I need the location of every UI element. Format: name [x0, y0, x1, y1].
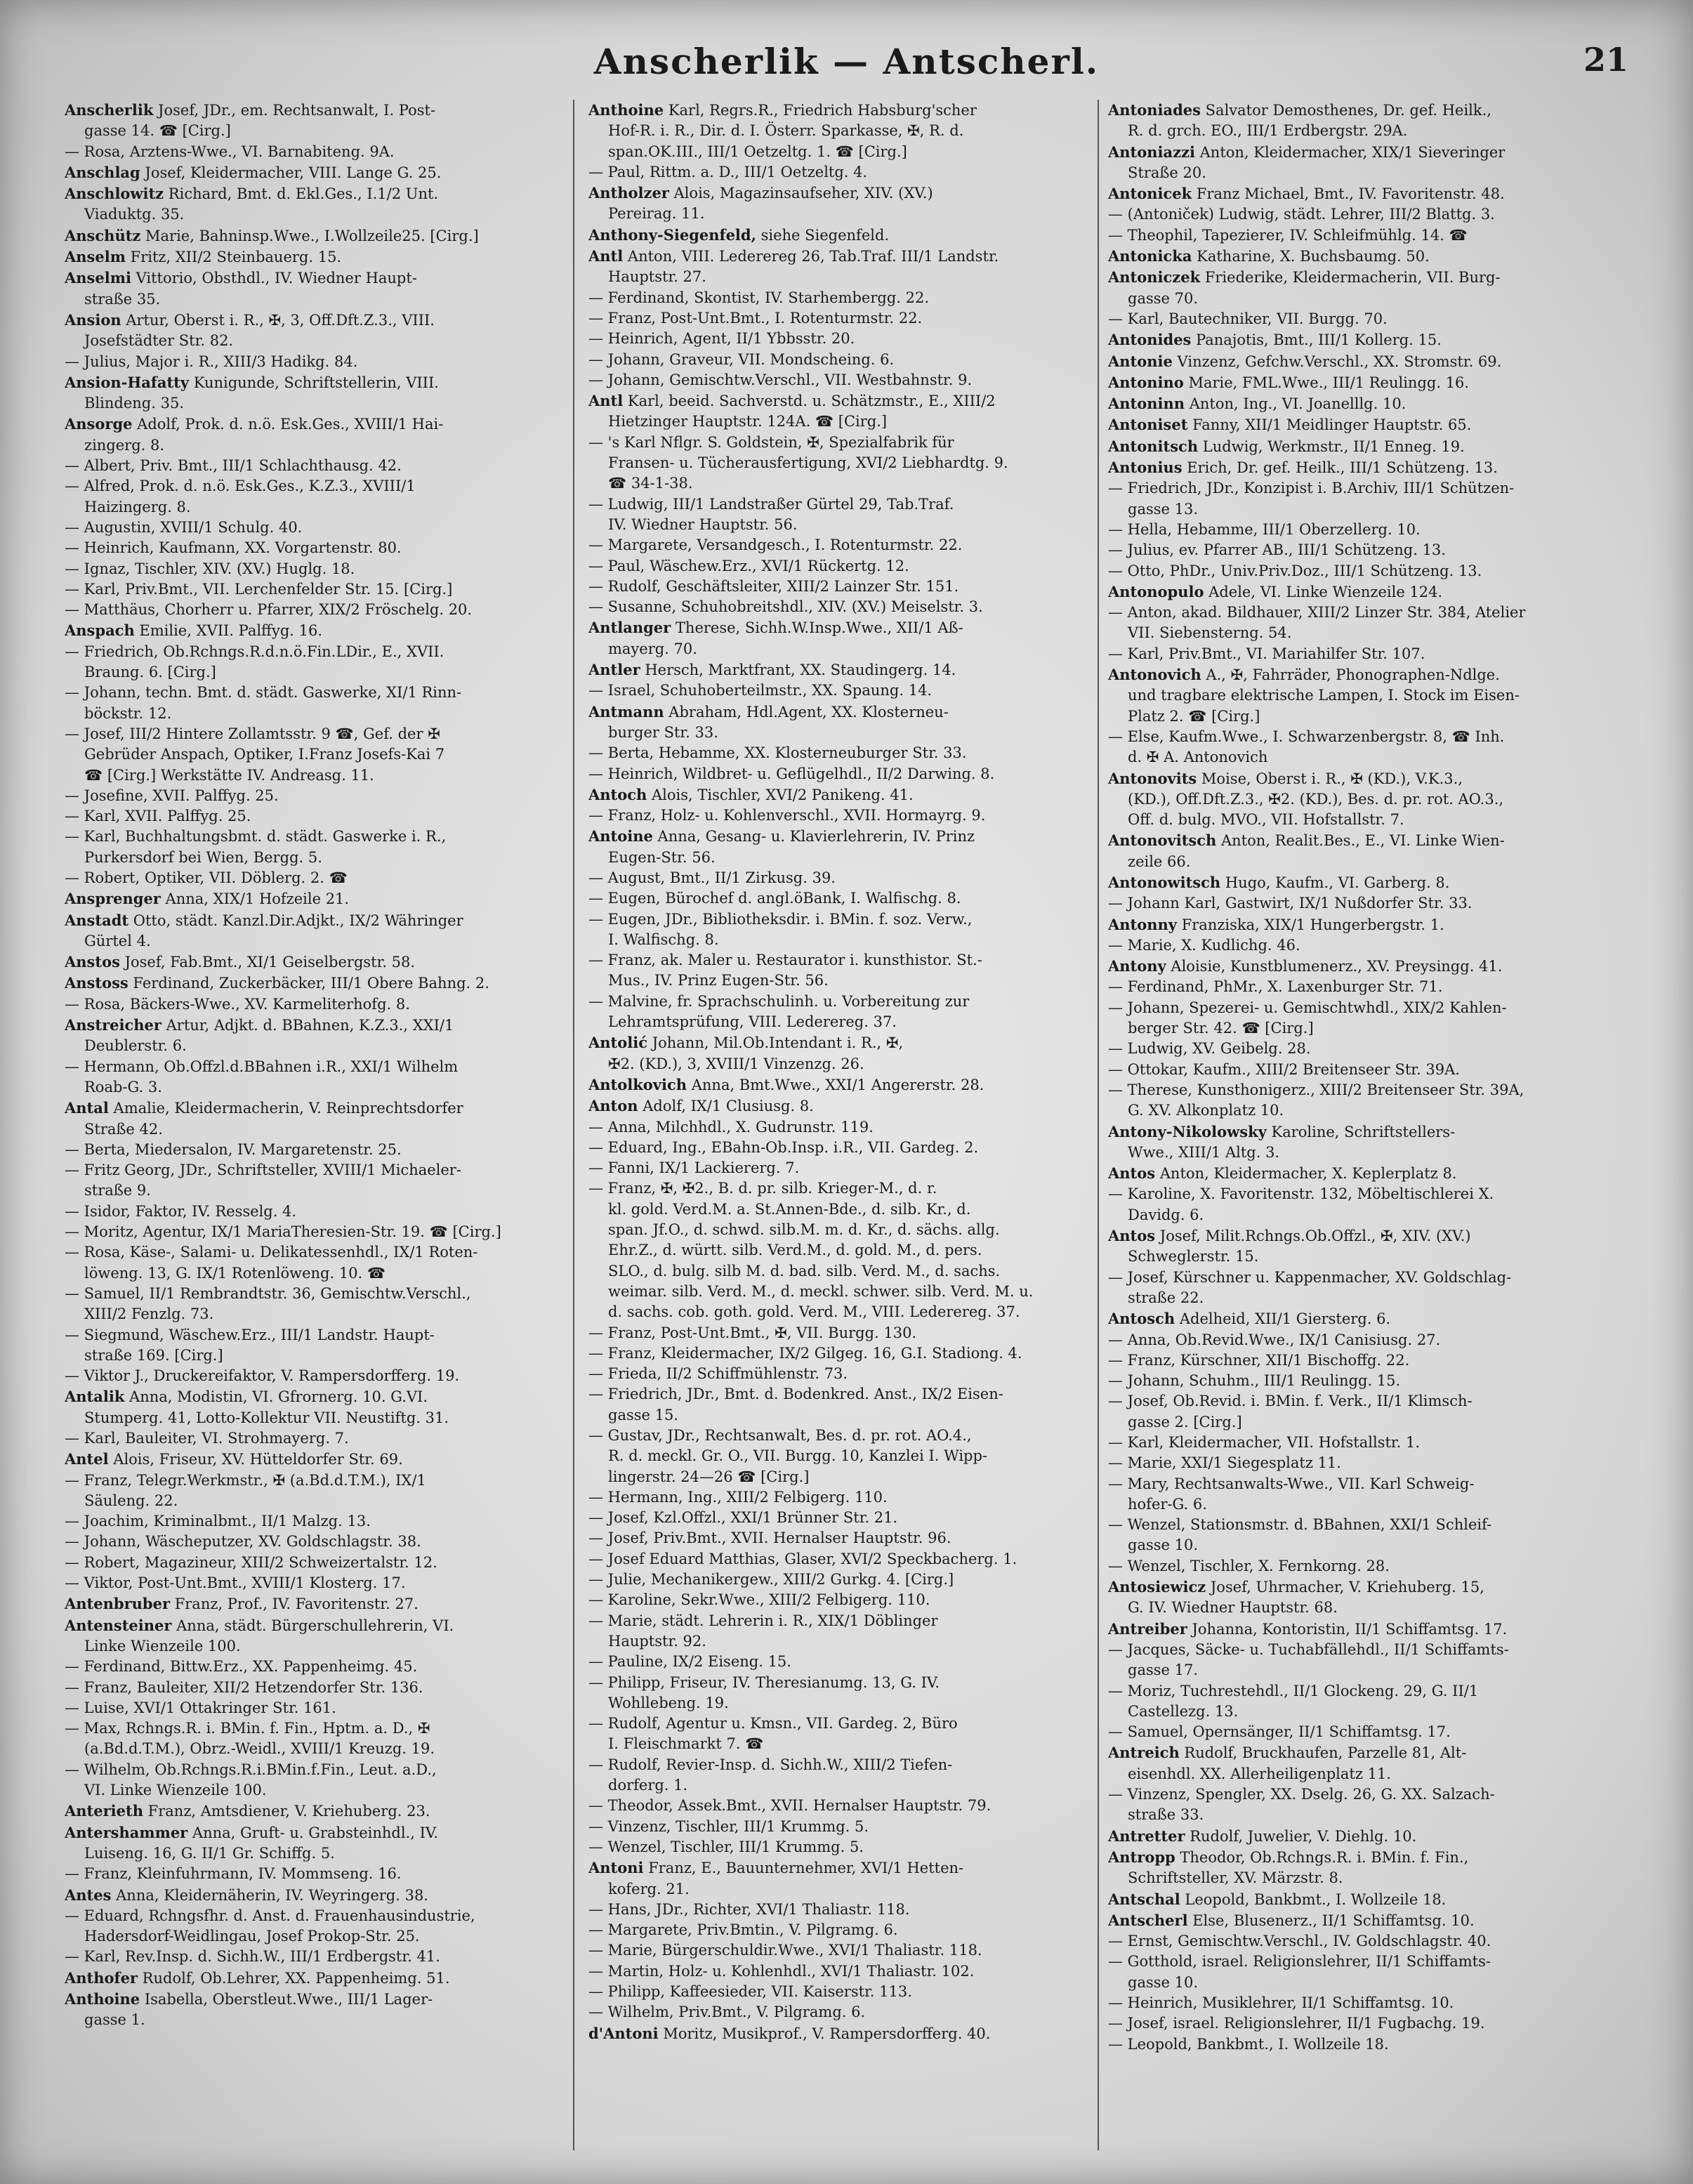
- directory-line: — Josef Eduard Matthias, Glaser, XVI/2 Speckbacherg. 1.: [588, 1550, 1017, 1567]
- directory-line: — 's Karl Nflgr. S. Goldstein, ✠, Spezialfabrik für: [588, 433, 954, 451]
- directory-line: — Wilhelm, Priv.Bmt., V. Pilgramg. 6.: [588, 2004, 866, 2021]
- directory-line: Anstreicher Artur, Adjkt. d. BBahnen, K.Z.3., XXI/1: [65, 1016, 454, 1034]
- directory-line: — Wilhelm, Ob.Rchngs.R.i.BMin.f.Fin., Leut. a.D.,: [65, 1761, 437, 1778]
- directory-line: Schweglerstr. 15.: [1128, 1248, 1259, 1265]
- directory-line: — Marie, städt. Lehrerin i. R., XIX/1 Döblinger: [588, 1612, 938, 1629]
- directory-line: Anstoss Ferdinand, Zuckerbäcker, III/1 Obere Bahng. 2.: [65, 974, 489, 992]
- directory-line: — Franz, Holz- u. Kohlenverschl., XVII. Hormayrg. 9.: [588, 807, 986, 824]
- directory-line: — Luise, XVI/1 Ottakringer Str. 161.: [65, 1699, 336, 1716]
- directory-line: — Rosa, Arztens-Wwe., VI. Barnabiteng. 9A.: [65, 143, 395, 160]
- directory-line: — Philipp, Kaffeesieder, VII. Kaiserstr. 113.: [588, 1983, 912, 2001]
- directory-line: — Wenzel, Tischler, III/1 Krummg. 5.: [588, 1838, 864, 1855]
- directory-line: — Franz, ak. Maler u. Restaurator i. kunsthistor. St.-: [588, 952, 982, 969]
- directory-line: — Friedrich, Ob.Rchngs.R.d.n.ö.Fin.LDir., E., XVII.: [65, 643, 444, 660]
- directory-line: Anselmi Vittorio, Obsthdl., IV. Wiedner Haupt-: [65, 269, 417, 287]
- directory-line: — Eduard, Ing., EBahn-Ob.Insp. i.R., VII. Gardeg. 2.: [588, 1138, 979, 1156]
- directory-line: — Karl, Buchhaltungsbmt. d. städt. Gaswerke i. R.,: [65, 828, 447, 846]
- directory-line: — Johann, techn. Bmt. d. städt. Gaswerke, XI/1 Rinn-: [65, 684, 462, 702]
- directory-line: — Viktor J., Druckereifaktor, V. Rampersdorfferg. 19.: [65, 1367, 460, 1385]
- directory-line: kl. gold. Verd.M. a. St.Annen-Bde., d. silb. Kr., d.: [608, 1200, 971, 1218]
- directory-line: span.OK.III., III/1 Oetzeltg. 1. ☎ [Cirg.]: [608, 143, 907, 160]
- directory-line: — Anna, Ob.Revid.Wwe., IX/1 Canisiusg. 27.: [1108, 1331, 1441, 1348]
- directory-line: — Frieda, II/2 Schiffmühlenstr. 73.: [588, 1365, 848, 1383]
- directory-line: SLO., d. bulg. silb M. d. bad. silb. Verd. M., d. sachs.: [608, 1262, 1001, 1280]
- directory-line: ☎ [Cirg.] Werkstätte IV. Andreasg. 11.: [84, 766, 374, 784]
- directory-line: straße 33.: [1128, 1806, 1204, 1824]
- directory-line: — Malvine, fr. Sprachschulinh. u. Vorbereitung zur: [588, 992, 970, 1010]
- directory-line: — Franz, Kürschner, XII/1 Bischoffg. 22.: [1108, 1351, 1410, 1369]
- directory-line: Antoniades Salvator Demosthenes, Dr. gef. Heilk.,: [1108, 101, 1491, 119]
- directory-line: R. d. meckl. Gr. O., VII. Burgg. 10, Kanzlei I. Wipp-: [608, 1447, 988, 1465]
- column-divider: [573, 100, 574, 2150]
- directory-line: straße 35.: [84, 290, 161, 308]
- directory-line: Antoni Franz, E., Bauunternehmer, XVI/1 Hetten-: [588, 1859, 964, 1877]
- directory-line: (a.Bd.d.T.M.), Obrz.-Weidl., XVIII/1 Kreuzg. 19.: [84, 1740, 435, 1758]
- directory-line: VII. Siebensterng. 54.: [1128, 624, 1292, 642]
- directory-line: koferg. 21.: [608, 1880, 690, 1897]
- page-header: [0, 41, 1693, 97]
- directory-line: Antoninn Anton, Ing., VI. Joanelllg. 10.: [1108, 395, 1407, 413]
- directory-line: — Josef, Kürschner u. Kappenmacher, XV. Goldschlag-: [1108, 1268, 1512, 1286]
- directory-line: — August, Bmt., II/1 Zirkusg. 39.: [588, 869, 836, 886]
- directory-line: Antl Karl, beeid. Sachverstd. u. Schätzmstr., E., XIII/2: [588, 392, 996, 410]
- directory-line: Antonicka Katharine, X. Buchsbaumg. 50.: [1108, 247, 1430, 265]
- directory-line: Antes Anna, Kleidernäherin, IV. Weyringerg. 38.: [65, 1886, 428, 1904]
- directory-line: — Eugen, Bürochef d. angl.öBank, I. Walfischg. 8.: [588, 890, 961, 907]
- directory-line: Antonius Erich, Dr. gef. Heilk., III/1 Schützeng. 13.: [1108, 459, 1498, 477]
- column-middle: [588, 100, 1091, 2150]
- directory-line: mayerg. 70.: [608, 640, 697, 657]
- directory-line: Antalik Anna, Modistin, VI. Gfrornerg. 10. G.VI.: [65, 1388, 428, 1406]
- directory-line: Antropp Theodor, Ob.Rchngs.R. i. BMin. f. Fin.,: [1108, 1848, 1469, 1866]
- directory-line: Mus., IV. Prinz Eugen-Str. 56.: [608, 972, 829, 989]
- directory-line: gasse 1.: [84, 2011, 145, 2029]
- directory-line: gasse 13.: [1128, 500, 1199, 518]
- directory-line: Säuleng. 22.: [84, 1492, 178, 1509]
- directory-line: — Julie, Mechanikergew., XIII/2 Gurkg. 4. [Cirg.]: [588, 1571, 954, 1588]
- directory-line: — Siegmund, Wäschew.Erz., III/1 Landstr. Haupt-: [65, 1326, 435, 1343]
- directory-line: Castellezg. 13.: [1128, 1702, 1239, 1720]
- directory-line: — Rudolf, Geschäftsleiter, XIII/2 Lainzer Str. 151.: [588, 577, 959, 595]
- directory-line: — Karl, Priv.Bmt., VII. Lerchenfelder Str. 15. [Cirg.]: [65, 580, 453, 598]
- directory-line: — Eduard, Rchngsfhr. d. Anst. d. Frauenhausindustrie,: [65, 1907, 475, 1924]
- directory-line: — Josef, III/2 Hintere Zollamtsstr. 9 ☎, Gef. der ✠: [65, 725, 440, 742]
- directory-line: — Franz, ✠, ✠2., B. d. pr. silb. Krieger-M., d. r.: [588, 1180, 937, 1197]
- directory-line: Antoch Alois, Tischler, XVI/2 Panikeng. 41.: [588, 785, 914, 803]
- directory-line: straße 22.: [1128, 1289, 1204, 1306]
- directory-line: hofer-G. 6.: [1128, 1495, 1207, 1513]
- directory-line: — Marie, Bürgerschuldir.Wwe., XVI/1 Thaliastr. 118.: [588, 1942, 982, 1959]
- directory-line: — Karl, Bauleiter, VI. Strohmayerg. 7.: [65, 1430, 349, 1447]
- directory-line: Anschlowitz Richard, Bmt. d. Ekl.Ges., I.1/2 Unt.: [65, 185, 439, 203]
- directory-line: gasse 10.: [1128, 1537, 1199, 1554]
- directory-line: span. Jf.O., d. schwd. silb.M. m. d. Kr., d. sächs. allg.: [608, 1221, 1000, 1239]
- directory-line: gasse 10.: [1128, 1973, 1199, 1991]
- column-right: [1108, 100, 1612, 2150]
- directory-line: I. Fleischmarkt 7. ☎: [608, 1735, 764, 1753]
- directory-line: — Josef, Priv.Bmt., XVII. Hernalser Hauptstr. 96.: [588, 1530, 951, 1547]
- directory-line: Antonny Franziska, XIX/1 Hungerbergstr. 1.: [1108, 915, 1444, 933]
- directory-line: — Otto, PhDr., Univ.Priv.Doz., III/1 Schützeng. 13.: [1108, 562, 1482, 579]
- directory-line: — Margarete, Versandgesch., I. Rotenturmstr. 22.: [588, 537, 963, 554]
- directory-line: — Pauline, IX/2 Eiseng. 15.: [588, 1653, 791, 1671]
- directory-line: Gürtel 4.: [84, 932, 151, 949]
- directory-line: Anthofer Rudolf, Ob.Lehrer, XX. Pappenheimg. 51.: [65, 1968, 450, 1987]
- directory-line: zeile 66.: [1128, 853, 1191, 870]
- directory-line: — Wenzel, Stationsmstr. d. BBahnen, XXI/1 Schleif-: [1108, 1516, 1492, 1534]
- directory-line: Antensteiner Anna, städt. Bürgerschullehrerin, VI.: [65, 1616, 454, 1634]
- directory-line: Antony Aloisie, Kunstblumenerz., XV. Preysingg. 41.: [1108, 957, 1503, 975]
- directory-line: lingerstr. 24—26 ☎ [Cirg.]: [608, 1468, 810, 1485]
- directory-line: VI. Linke Wienzeile 100.: [84, 1782, 267, 1799]
- directory-line: — Ferdinand, Bittw.Erz., XX. Pappenheimg. 45.: [65, 1658, 418, 1676]
- directory-line: Purkersdorf bei Wien, Bergg. 5.: [84, 848, 322, 866]
- directory-line: IV. Wiedner Hauptstr. 56.: [608, 515, 798, 533]
- directory-line: Anscherlik Josef, JDr., em. Rechtsanwalt, I. Post-: [65, 101, 436, 119]
- directory-line: berger Str. 42. ☎ [Cirg.]: [1128, 1020, 1314, 1037]
- directory-line: — Fritz Georg, JDr., Schriftsteller, XVIII/1 Michaeler-: [65, 1162, 461, 1179]
- directory-line: — Augustin, XVIII/1 Schulg. 40.: [65, 518, 303, 536]
- directory-line: — Paul, Wäschew.Erz., XVI/1 Rückertg. 12.: [588, 557, 909, 574]
- directory-line: Anschütz Marie, Bahninsp.Wwe., I.Wollzeile25. [Cirg.]: [65, 226, 479, 244]
- directory-line: zingerg. 8.: [84, 436, 165, 454]
- directory-line: — Isidor, Faktor, IV. Resselg. 4.: [65, 1202, 297, 1220]
- directory-line: Antoniset Fanny, XII/1 Meidlinger Hauptstr. 65.: [1108, 416, 1472, 434]
- directory-line: — Berta, Miedersalon, IV. Margaretenstr. 25.: [65, 1140, 402, 1158]
- directory-line: Antonitsch Ludwig, Werkmstr., II/1 Enneg. 19.: [1108, 437, 1465, 455]
- directory-line: — Hans, JDr., Richter, XVI/1 Thaliastr. 118.: [588, 1900, 910, 1918]
- directory-line: — Heinrich, Kaufmann, XX. Vorgartenstr. 80.: [65, 539, 402, 557]
- directory-line: — Ferdinand, Skontist, IV. Starhembergg. 22.: [588, 289, 930, 306]
- directory-line: Hauptstr. 92.: [608, 1632, 706, 1650]
- directory-line: Eugen-Str. 56.: [608, 848, 716, 866]
- directory-line: — Hermann, Ob.Offzl.d.BBahnen i.R., XXI/1 Wilhelm: [65, 1058, 459, 1075]
- directory-line: Anthony-Siegenfeld, siehe Siegenfeld.: [588, 225, 890, 244]
- directory-line: Antler Hersch, Marktfrant, XX. Staudingerg. 14.: [588, 661, 956, 679]
- directory-line: Pereirag. 11.: [608, 205, 705, 223]
- directory-line: — Johann, Spezerei- u. Gemischtwhdl., XIX/2 Kahlen-: [1108, 999, 1507, 1016]
- directory-line: Ansion Artur, Oberst i. R., ✠, 3, Off.Dft.Z.3., VIII.: [65, 310, 435, 329]
- directory-line: Antonovich A., ✠, Fahrräder, Phonographen-Ndlge.: [1108, 666, 1500, 684]
- directory-line: Davidg. 6.: [1128, 1206, 1204, 1223]
- directory-line: löweng. 13, G. IX/1 Rotenlöweng. 10. ☎: [84, 1264, 386, 1282]
- directory-line: — Johann Karl, Gastwirt, IX/1 Nußdorfer Str. 33.: [1108, 895, 1473, 912]
- directory-line: — Rudolf, Agentur u. Kmsn., VII. Gardeg. 2, Büro: [588, 1715, 958, 1732]
- directory-line: — Albert, Priv. Bmt., III/1 Schlachthausg. 42.: [65, 457, 402, 475]
- directory-line: gasse 2. [Cirg.]: [1128, 1413, 1242, 1430]
- directory-line: — Jacques, Säcke- u. Tuchabfällehdl., II/1 Schiffamts-: [1108, 1640, 1509, 1658]
- directory-line: Gebrüder Anspach, Optiker, I.Franz Josefs-Kai 7: [84, 746, 445, 763]
- directory-line: — Rosa, Käse-, Salami- u. Delikatessenhdl., IX/1 Roten-: [65, 1244, 478, 1261]
- directory-line: Schriftsteller, XV. Märzstr. 8.: [1128, 1869, 1343, 1887]
- directory-line: — Heinrich, Wildbret- u. Geflügelhdl., II/2 Darwing. 8.: [588, 765, 995, 782]
- directory-line: Antonicek Franz Michael, Bmt., IV. Favoritenstr. 48.: [1108, 185, 1505, 203]
- directory-line: Off. d. bulg. MVO., VII. Hofstallstr. 7.: [1128, 811, 1404, 829]
- directory-line: — Gustav, JDr., Rechtsanwalt, Bes. d. pr. rot. AO.4.,: [588, 1427, 972, 1444]
- directory-line: weimar. silb. Verd. M., d. meckl. schwer. silb. Verd. M. u.: [608, 1282, 1034, 1300]
- directory-line: Antos Anton, Kleidermacher, X. Keplerplatz 8.: [1108, 1164, 1457, 1183]
- directory-line: Anstos Josef, Fab.Bmt., XI/1 Geiselbergstr. 58.: [65, 953, 416, 971]
- directory-line: — Josef, Ob.Revid. i. BMin. f. Verk., II/1 Klimsch-: [1108, 1393, 1473, 1410]
- directory-line: — Josef, israel. Religionslehrer, II/1 Fugbachg. 19.: [1108, 2015, 1485, 2032]
- directory-line: Straße 42.: [84, 1120, 163, 1138]
- directory-line: — Ernst, Gemischtw.Verschl., IV. Goldschlagstr. 40.: [1108, 1933, 1491, 1950]
- directory-line: — Susanne, Schuhobreitshdl., XIV. (XV.) Meiselstr. 3.: [588, 598, 983, 616]
- directory-line: — Eugen, JDr., Bibliotheksdir. i. BMin. f. soz. Verw.,: [588, 910, 973, 928]
- directory-line: Hof-R. i. R., Dir. d. I. Österr. Sparkasse, ✠, R. d.: [608, 122, 964, 140]
- directory-line: Antholzer Alois, Magazinsaufseher, XIV. (XV.): [588, 184, 933, 202]
- directory-line: Luiseng. 16, G. II/1 Gr. Schiffg. 5.: [84, 1844, 335, 1862]
- directory-line: Antolkovich Anna, Bmt.Wwe., XXI/1 Angererstr. 28.: [588, 1075, 984, 1093]
- directory-line: Josefstädter Str. 82.: [84, 332, 234, 350]
- directory-line: — Anna, Milchhdl., X. Gudrunstr. 119.: [588, 1118, 874, 1136]
- directory-line: d. sachs. cob. goth. gold. Verd. M., VIII. Lederereg. 37.: [608, 1303, 1020, 1321]
- directory-line: — Hella, Hebamme, III/1 Oberzellerg. 10.: [1108, 520, 1421, 538]
- directory-line: R. d. grch. EO., III/1 Erdbergstr. 29A.: [1128, 122, 1408, 140]
- directory-line: — Mary, Rechtsanwalts-Wwe., VII. Karl Schweig-: [1108, 1475, 1475, 1492]
- directory-line: — Ludwig, XV. Geibelg. 28.: [1108, 1040, 1311, 1058]
- directory-line: Stumperg. 41, Lotto-Kollektur VII. Neustiftg. 31.: [84, 1409, 449, 1426]
- directory-line: — Theophil, Tapezierer, IV. Schleifmühlg. 14. ☎: [1108, 226, 1468, 244]
- directory-line: Antschal Leopold, Bankbmt., I. Wollzeile 18.: [1108, 1890, 1447, 1908]
- directory-line: Anthoine Isabella, Oberstleut.Wwe., III/1 Lager-: [65, 1990, 433, 2008]
- directory-line: — Ferdinand, PhMr., X. Laxenburger Str. 71.: [1108, 978, 1443, 996]
- directory-line: Braung. 6. [Cirg.]: [84, 664, 216, 681]
- directory-line: Anspach Emilie, XVII. Palffyg. 16.: [65, 621, 323, 640]
- directory-line: Antretter Rudolf, Juwelier, V. Diehlg. 10.: [1108, 1827, 1417, 1845]
- directory-line: — Israel, Schuhoberteilmstr., XX. Spaung. 14.: [588, 682, 933, 699]
- directory-line: — Moriz, Tuchrestehdl., II/1 Glockeng. 29, G. II/1: [1108, 1682, 1479, 1699]
- directory-line: — Matthäus, Chorherr u. Pfarrer, XIX/2 Fröschelg. 20.: [65, 601, 473, 619]
- directory-line: — Franz, Post-Unt.Bmt., ✠, VII. Burgg. 130.: [588, 1324, 917, 1341]
- directory-line: eisenhdl. XX. Allerheiligenplatz 11.: [1128, 1765, 1391, 1782]
- directory-line: G. IV. Wiedner Hauptstr. 68.: [1128, 1599, 1338, 1617]
- directory-line: — Franz, Kleinfuhrmann, IV. Mommseng. 16.: [65, 1865, 402, 1883]
- directory-line: — Else, Kaufm.Wwe., I. Schwarzenbergstr. 8, ☎ Inh.: [1108, 728, 1505, 745]
- directory-line: Deublerstr. 6.: [84, 1037, 187, 1055]
- directory-line: — Marie, XXI/1 Siegesplatz 11.: [1108, 1454, 1341, 1472]
- directory-line: (KD.), Off.Dft.Z.3., ✠2. (KD.), Bes. d. pr. rot. AO.3.,: [1128, 790, 1504, 808]
- directory-line: ☎ 34-1-38.: [608, 475, 693, 492]
- directory-line: Antony-Nikolowsky Karoline, Schriftstellers-: [1108, 1122, 1456, 1140]
- directory-line: Ansorge Adolf, Prok. d. n.ö. Esk.Ges., XVIII/1 Hai-: [65, 415, 444, 433]
- directory-line: Hauptstr. 27.: [608, 268, 706, 286]
- directory-line: Antoniczek Friederike, Kleidermacherin, VII. Burg-: [1108, 268, 1501, 287]
- directory-line: — Johann, Schuhm., III/1 Reulingg. 15.: [1108, 1372, 1401, 1390]
- running-title: Anscherlik — Antscherl.: [593, 41, 1100, 82]
- directory-line: Antonopulo Adele, VI. Linke Wienzeile 124.: [1108, 582, 1443, 600]
- directory-line: — Franz, Post-Unt.Bmt., I. Rotenturmstr. 22.: [588, 309, 923, 327]
- directory-line: gasse 15.: [608, 1406, 679, 1423]
- directory-line: Fransen- u. Tücherausfertigung, XVI/2 Liebhardtg. 9.: [608, 454, 1008, 472]
- directory-line: Anschlag Josef, Kleidermacher, VIII. Lange G. 25.: [65, 163, 442, 181]
- directory-line: Antosch Adelheid, XII/1 Giersterg. 6.: [1108, 1310, 1391, 1328]
- directory-line: gasse 17.: [1128, 1662, 1199, 1679]
- directory-line: — Max, Rchngs.R. i. BMin. f. Fin., Hptm. a. D., ✠: [65, 1720, 430, 1737]
- directory-line: — Samuel, Opernsänger, II/1 Schiffamtsg. 17.: [1108, 1723, 1451, 1741]
- directory-line: — Rosa, Bäckers-Wwe., XV. Karmeliterhofg. 8.: [65, 995, 410, 1013]
- directory-line: Antel Alois, Friseur, XV. Hütteldorfer Str. 69.: [65, 1450, 403, 1468]
- directory-line: Anterieth Franz, Amtsdiener, V. Kriehuberg. 23.: [65, 1802, 430, 1820]
- directory-line: Antreiber Johanna, Kontoristin, II/1 Schiffamtsg. 17.: [1108, 1619, 1508, 1638]
- directory-line: — Karl, XVII. Palffyg. 25.: [65, 808, 251, 825]
- directory-line: — Samuel, II/1 Rembrandtstr. 36, Gemischtw.Verschl.,: [65, 1284, 471, 1302]
- directory-line: — Leopold, Bankbmt., I. Wollzeile 18.: [1108, 2035, 1389, 2053]
- directory-line: Ansprenger Anna, XIX/1 Hofzeile 21.: [65, 890, 350, 908]
- directory-line: dorferg. 1.: [608, 1777, 688, 1794]
- directory-line: — Theodor, Assek.Bmt., XVII. Hernalser Hauptstr. 79.: [588, 1797, 992, 1815]
- directory-line: — Karoline, X. Favoritenstr. 132, Möbeltischlerei X.: [1108, 1185, 1494, 1203]
- directory-line: Ehr.Z., d. württ. silb. Verd.M., d. gold. M., d. pers.: [608, 1242, 982, 1259]
- directory-line: Roab-G. 3.: [84, 1078, 162, 1096]
- directory-line: — Karl, Rev.Insp. d. Sichh.W., III/1 Erdbergstr. 41.: [65, 1948, 440, 1966]
- directory-line: — Ludwig, III/1 Landstraßer Gürtel 29, Tab.Traf.: [588, 495, 954, 513]
- directory-line: gasse 70.: [1128, 289, 1199, 307]
- directory-line: — Alfred, Prok. d. n.ö. Esk.Ges., K.Z.3., XVIII/1: [65, 478, 416, 495]
- directory-line: straße 9.: [84, 1182, 151, 1199]
- directory-line: — Joachim, Kriminalbmt., II/1 Malzg. 13.: [65, 1513, 371, 1530]
- column-divider: [1098, 100, 1099, 2150]
- directory-line: ✠2. (KD.), 3, XVIII/1 Vinzenzg. 26.: [608, 1055, 864, 1072]
- directory-line: — Vinzenz, Spengler, XX. Dselg. 26, G. XX. Salzach-: [1108, 1786, 1495, 1803]
- directory-line: — Julius, ev. Pfarrer AB., III/1 Schützeng. 13.: [1108, 541, 1446, 559]
- directory-line: Anstadt Otto, städt. Kanzl.Dir.Adjkt., IX/2 Währinger: [65, 911, 463, 929]
- directory-line: Antl Anton, VIII. Lederereg 26, Tab.Traf. III/1 Landstr.: [588, 247, 999, 265]
- directory-line: Antlanger Therese, Sichh.W.Insp.Wwe., XII/1 Aß-: [588, 619, 963, 637]
- directory-line: Antoine Anna, Gesang- u. Klavierlehrerin, IV. Prinz: [588, 827, 975, 846]
- directory-line: XIII/2 Fenzlg. 73.: [84, 1305, 214, 1323]
- directory-line: — Berta, Hebamme, XX. Klosterneuburger Str. 33.: [588, 744, 967, 762]
- directory-line: — Robert, Optiker, VII. Döblerg. 2. ☎: [65, 869, 348, 886]
- directory-line: Lehramtsprüfung, VIII. Lederereg. 37.: [608, 1013, 897, 1031]
- column-left: [65, 100, 528, 2150]
- directory-line: Antershammer Anna, Gruft- u. Grabsteinhdl., IV.: [65, 1823, 439, 1841]
- directory-line: — Julius, Major i. R., XIII/3 Hadikg. 84.: [65, 353, 358, 370]
- directory-line: und tragbare elektrische Lampen, I. Stock im Eisen-: [1128, 687, 1520, 704]
- directory-line: Antonino Marie, FML.Wwe., III/1 Reulingg. 16.: [1108, 373, 1470, 391]
- directory-line: — Vinzenz, Tischler, III/1 Krummg. 5.: [588, 1817, 869, 1835]
- directory-line: — Ignaz, Tischler, XIV. (XV.) Huglg. 18.: [65, 560, 355, 577]
- directory-line: — Johann, Gemischtw.Verschl., VII. Westbahnstr. 9.: [588, 371, 973, 388]
- directory-line: Linke Wienzeile 100.: [84, 1637, 241, 1655]
- directory-line: Antonovits Moise, Oberst i. R., ✠ (KD.), V.K.3.,: [1108, 769, 1463, 787]
- directory-line: Antmann Abraham, Hdl.Agent, XX. Klosterneu-: [588, 702, 949, 721]
- directory-line: burger Str. 33.: [608, 723, 718, 741]
- directory-line: Blindeng. 35.: [84, 395, 184, 412]
- directory-line: — Friedrich, JDr., Konzipist i. B.Archiv, III/1 Schützen-: [1108, 480, 1515, 497]
- directory-line: — Karl, Priv.Bmt., VI. Mariahilfer Str. 107.: [1108, 645, 1425, 662]
- directory-line: — Marie, X. Kudlichg. 46.: [1108, 936, 1300, 954]
- directory-line: Haizingerg. 8.: [84, 498, 191, 515]
- directory-line: — Paul, Rittm. a. D., III/1 Oetzeltg. 4.: [588, 163, 868, 180]
- directory-line: — Josef, Kzl.Offzl., XXI/1 Brünner Str. 21.: [588, 1509, 898, 1527]
- directory-line: — Karoline, Sekr.Wwe., XIII/2 Felbigerg. 110.: [588, 1591, 930, 1609]
- directory-line: — Gotthold, israel. Religionslehrer, II/1 Schiffamts-: [1108, 1953, 1491, 1971]
- page-number: 21: [1583, 41, 1628, 79]
- directory-line: Antonowitsch Hugo, Kaufm., VI. Garberg. 8.: [1108, 873, 1450, 891]
- directory-line: Antoniazzi Anton, Kleidermacher, XIX/1 Sieveringer: [1108, 143, 1506, 161]
- directory-line: — Viktor, Post-Unt.Bmt., XVIII/1 Klosterg. 17.: [65, 1574, 406, 1592]
- directory-line: Antolić Johann, Mil.Ob.Intendant i. R., ✠,: [588, 1034, 904, 1052]
- directory-line: — Robert, Magazineur, XIII/2 Schweizertalstr. 12.: [65, 1553, 437, 1571]
- directory-line: — (Antoniček) Ludwig, städt. Lehrer, III/2 Blattg. 3.: [1108, 206, 1495, 223]
- directory-line: Antonovitsch Anton, Realit.Bes., E., VI. Linke Wien-: [1108, 831, 1505, 850]
- directory-line: — Franz, Kleidermacher, IX/2 Gilgeg. 16, G.I. Stadiong. 4.: [588, 1344, 1022, 1362]
- directory-line: Anselm Fritz, XII/2 Steinbauerg. 15.: [65, 248, 342, 266]
- directory-line: — Margarete, Priv.Bmtin., V. Pilgramg. 6.: [588, 1921, 898, 1939]
- directory-line: böckstr. 12.: [84, 704, 172, 722]
- directory-line: I. Walfischg. 8.: [608, 930, 719, 948]
- directory-line: Straße 20.: [1128, 164, 1206, 181]
- directory-line: — Fanni, IX/1 Lackiererg. 7.: [588, 1159, 800, 1177]
- directory-line: — Heinrich, Agent, II/1 Ybbsstr. 20.: [588, 330, 855, 348]
- directory-line: d. ✠ A. Antonovich: [1128, 749, 1268, 766]
- directory-line: Antscherl Else, Blusenerz., II/1 Schiffamtsg. 10.: [1108, 1911, 1475, 1929]
- directory-line: — Johann, Graveur, VII. Mondscheing. 6.: [588, 350, 895, 368]
- directory-line: — Philipp, Friseur, IV. Theresianumg. 13, G. IV.: [588, 1673, 940, 1691]
- directory-line: Antenbruber Franz, Prof., IV. Favoritenstr. 27.: [65, 1595, 419, 1613]
- directory-line: — Franz, Bauleiter, XII/2 Hetzendorfer Str. 136.: [65, 1678, 423, 1696]
- directory-line: Antos Josef, Milit.Rchngs.Ob.Offzl., ✠, XIV. (XV.): [1108, 1227, 1471, 1245]
- directory-line: Viaduktg. 35.: [84, 206, 185, 223]
- directory-line: Antonie Vinzenz, Gefchw.Verschl., XX. Stromstr. 69.: [1108, 352, 1502, 370]
- directory-line: Antonides Panajotis, Bmt., III/1 Kollerg. 15.: [1108, 331, 1442, 349]
- directory-line: d'Antoni Moritz, Musikprof., V. Rampersdorfferg. 40.: [588, 2024, 991, 2042]
- directory-line: — Martin, Holz- u. Kohlenhdl., XVI/1 Thaliastr. 102.: [588, 1962, 975, 1980]
- directory-line: — Heinrich, Musiklehrer, II/1 Schiffamtsg. 10.: [1108, 1994, 1454, 2012]
- directory-line: Anthoine Karl, Regrs.R., Friedrich Habsburg'scher: [588, 101, 977, 119]
- directory-line: — Johann, Wäscheputzer, XV. Goldschlagstr. 38.: [65, 1533, 421, 1551]
- directory-line: Anton Adolf, IX/1 Clusiusg. 8.: [588, 1097, 814, 1115]
- directory-line: — Anton, akad. Bildhauer, XIII/2 Linzer Str. 384, Atelier: [1108, 604, 1526, 621]
- directory-line: Antal Amalie, Kleidermacherin, V. Reinprechtsdorfer: [65, 1099, 463, 1117]
- directory-line: — Karl, Bautechniker, VII. Burgg. 70.: [1108, 310, 1388, 327]
- directory-line: Hietzinger Hauptstr. 124A. ☎ [Cirg.]: [608, 413, 888, 430]
- directory-line: — Therese, Kunsthonigerz., XIII/2 Breitenseer Str. 39A,: [1108, 1081, 1524, 1098]
- directory-line: Wohllebeng. 19.: [608, 1694, 729, 1711]
- directory-line: Hadersdorf-Weidlingau, Josef Prokop-Str. 25.: [84, 1928, 420, 1945]
- directory-line: Wwe., XIII/1 Altg. 3.: [1128, 1143, 1280, 1161]
- directory-line: Ansion-Hafatty Kunigunde, Schriftstellerin, VIII.: [65, 373, 439, 391]
- directory-line: Antreich Rudolf, Bruckhaufen, Parzelle 81, Alt-: [1108, 1744, 1467, 1762]
- directory-line: — Karl, Kleidermacher, VII. Hofstallstr. 1.: [1108, 1434, 1421, 1451]
- directory-line: — Moritz, Agentur, IX/1 MariaTheresien-Str. 19. ☎ [Cirg.]: [65, 1223, 501, 1241]
- directory-line: — Rudolf, Revier-Insp. d. Sichh.W., XIII/2 Tiefen-: [588, 1756, 953, 1773]
- directory-line: — Franz, Telegr.Werkmstr., ✠ (a.Bd.d.T.M.), IX/1: [65, 1471, 426, 1489]
- directory-line: gasse 14. ☎ [Cirg.]: [84, 122, 231, 140]
- directory-line: — Hermann, Ing., XIII/2 Felbigerg. 110.: [588, 1488, 888, 1506]
- directory-line: — Wenzel, Tischler, X. Fernkorng. 28.: [1108, 1557, 1390, 1574]
- directory-line: — Ottokar, Kaufm., XIII/2 Breitenseer Str. 39A.: [1108, 1060, 1460, 1078]
- directory-line: — Friedrich, JDr., Bmt. d. Bodenkred. Anst., IX/2 Eisen-: [588, 1386, 1003, 1403]
- directory-line: — Josefine, XVII. Palffyg. 25.: [65, 787, 279, 804]
- directory-line: Antosiewicz Josef, Uhrmacher, V. Kriehuberg. 15,: [1108, 1578, 1484, 1596]
- directory-line: G. XV. Alkonplatz 10.: [1128, 1102, 1284, 1119]
- directory-line: straße 169. [Cirg.]: [84, 1346, 223, 1364]
- directory-line: Platz 2. ☎ [Cirg.]: [1128, 707, 1260, 725]
